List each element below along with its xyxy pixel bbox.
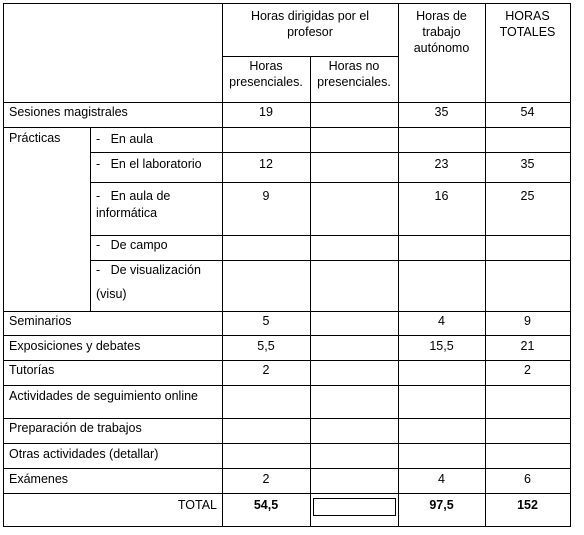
cell-presenciales: 5,5: [257, 339, 275, 353]
header-autonomo-line3: autónomo: [413, 41, 470, 55]
cell-autonomo: 15,5: [429, 339, 454, 353]
total-label: TOTAL: [177, 498, 217, 512]
grid-line: [3, 311, 570, 312]
cell-total: 54: [520, 105, 535, 119]
row-label: Preparación de trabajos: [9, 421, 142, 435]
header-totales-line1: HORAS: [505, 9, 550, 23]
header-totales-line2: TOTALES: [499, 25, 556, 39]
grid-line: [3, 418, 570, 419]
cell-presenciales: 9: [262, 189, 270, 203]
row-label: Tutorías: [9, 363, 55, 377]
cell-presenciales: 19: [259, 105, 273, 119]
header-autonomo-line2: trabajo: [422, 25, 461, 39]
cell-presenciales: 5: [262, 314, 270, 328]
cell-total: 6: [524, 472, 531, 486]
cell-total: 21: [520, 339, 535, 353]
header-dirigidas-line1: Horas dirigidas por el: [250, 9, 370, 23]
row-label: Sesiones magistrales: [9, 105, 128, 119]
grid-line: [3, 443, 570, 444]
header-dirigidas-line2: profesor: [287, 25, 333, 39]
cell-autonomo: 4: [438, 314, 445, 328]
row-label: Prácticas: [9, 131, 61, 145]
subrow-label: - En aula: [96, 132, 153, 146]
grid-line: [570, 3, 571, 527]
grid-line: [222, 56, 398, 57]
cell-total: 9: [524, 314, 531, 328]
cell-autonomo: 16: [434, 189, 449, 203]
subrow-label: - En el laboratorio: [96, 157, 202, 171]
total-autonomo: 97,5: [429, 498, 454, 512]
subrow-label: (visu): [96, 287, 127, 301]
grid-line: [3, 360, 570, 361]
grid-line: [398, 3, 399, 527]
cell-autonomo: 4: [438, 472, 445, 486]
header-presenciales-line2: presenciales.: [229, 75, 303, 89]
subrow-label: - De visualización: [96, 263, 201, 277]
subrow-label: - De campo: [96, 238, 168, 252]
grid-line: [90, 235, 570, 236]
grid-line: [90, 152, 570, 153]
grid-line: [3, 102, 570, 103]
grid-line: [3, 526, 570, 527]
row-label: Exposiciones y debates: [9, 339, 141, 353]
row-label: Seminarios: [9, 314, 72, 328]
cell-presenciales: 12: [259, 157, 273, 171]
total-total: 152: [517, 498, 538, 512]
cell-autonomo: 35: [434, 105, 449, 119]
cell-total: 2: [524, 363, 531, 377]
header-autonomo-line1: Horas de: [416, 9, 467, 23]
grid-line: [3, 385, 570, 386]
grid-line: [3, 3, 4, 527]
grid-line: [3, 127, 570, 128]
header-no-presenciales-line1: Horas no: [328, 59, 380, 73]
row-label: Otras actividades (detallar): [9, 447, 159, 461]
header-presenciales-line1: Horas: [249, 59, 283, 73]
cell-total: 35: [520, 157, 535, 171]
total-no-presenciales-field[interactable]: [313, 498, 396, 516]
subrow-label: - En aula de: [96, 189, 171, 203]
grid-line: [485, 3, 486, 527]
grid-line: [3, 335, 570, 336]
grid-line: [3, 3, 570, 4]
grid-line: [3, 493, 570, 494]
cell-autonomo: 23: [434, 157, 449, 171]
subrow-label: informática: [96, 206, 158, 220]
grid-line: [90, 260, 570, 261]
total-presenciales: 54,5: [253, 498, 279, 512]
row-label: Exámenes: [9, 472, 69, 486]
row-label: Actividades de seguimiento online: [9, 389, 199, 403]
cell-total: 25: [520, 189, 535, 203]
cell-presenciales: 2: [262, 363, 270, 377]
cell-presenciales: 2: [262, 472, 270, 486]
header-no-presenciales-line2: presenciales.: [317, 75, 391, 89]
grid-line: [3, 468, 570, 469]
grid-line: [90, 127, 91, 312]
grid-line: [90, 182, 570, 183]
